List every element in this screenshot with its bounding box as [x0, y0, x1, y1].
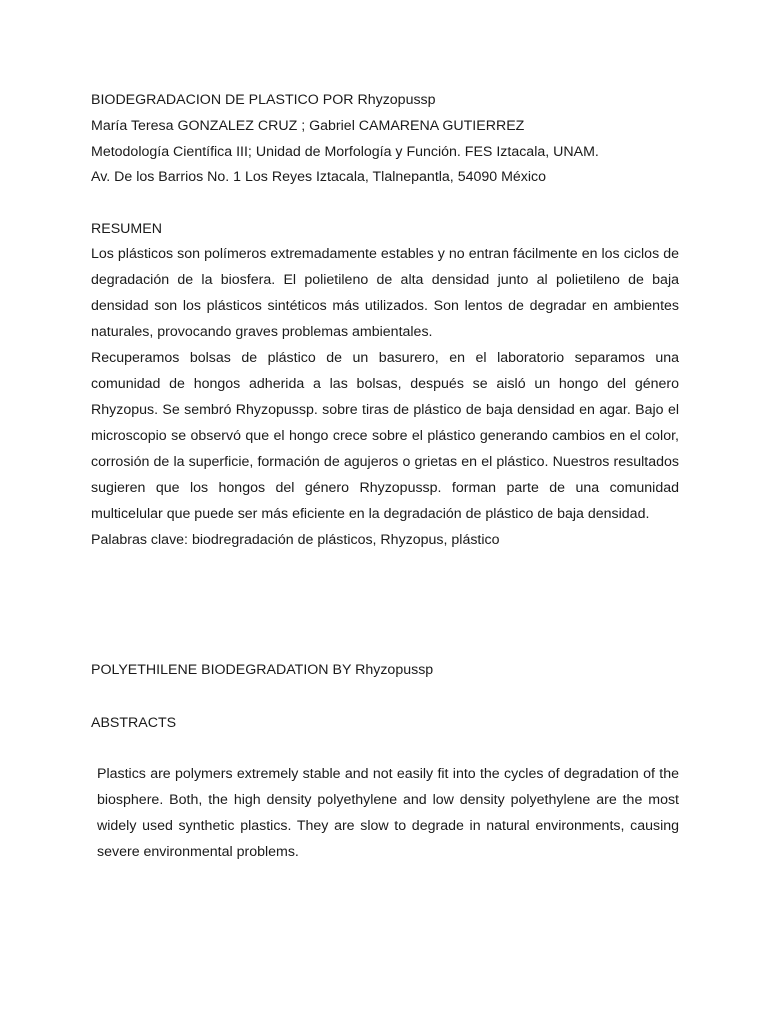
resumen-body — [91, 241, 679, 553]
abstract-body — [97, 761, 679, 865]
paper-title: BIODEGRADACION DE PLASTICO POR Rhyzopussp — [91, 92, 436, 108]
resumen-paragraph-1: Los plásticos son polímeros extremadamente estables y no entran fácilmente en los ciclos de degradación de la biosfera. El polietileno de alta densidad junto al polietileno de baja densidad son los plásticos sintéticos más utilizados. Son lentos de degradar en ambientes naturales, provocando graves problemas ambientales. — [91, 246, 679, 340]
abstracts-heading: ABSTRACTS — [91, 715, 177, 731]
keywords-line: Palabras clave: biodregradación de plásticos, Rhyzopus, plástico — [91, 532, 500, 548]
address-line: Av. De los Barrios No. 1 Los Reyes Iztacala, Tlalnepantla, 54090 México — [91, 169, 547, 185]
resumen-heading: RESUMEN — [91, 221, 162, 237]
resumen-paragraph-2: Recuperamos bolsas de plástico de un basurero, en el laboratorio separamos una comunidad de hongos adherida a las bolsas, después se aisló un hongo del género Rhyzopus. Se sembró Rhyzopussp. sobre tiras de plástico de baja densidad en agar. Bajo el microscopio se observó que el hongo crece sobre el plástico generando cambios en el color, corrosión de la superficie, formación de agujeros o grietas en el plástico. Nuestros resultados sugieren que los hongos del género Rhyzopussp. forman parte de una comunidad multicelular que puede ser más eficiente en la degradación de plástico de baja densidad. — [91, 350, 679, 522]
authors-line: María Teresa GONZALEZ CRUZ ; Gabriel CAMARENA GUTIERREZ — [91, 118, 525, 134]
affiliation-line: Metodología Científica III; Unidad de Morfología y Función. FES Iztacala, UNAM. — [91, 144, 599, 160]
abstract-paragraph-1: Plastics are polymers extremely stable and not easily fit into the cycles of degradation of the biosphere. Both, the high density polyethylene and low density polyethylene are the most widely used synthetic plastics. They are slow to degrade in natural environments, causing severe environmental problems. — [97, 766, 679, 860]
english-title: POLYETHILENE BIODEGRADATION BY Rhyzopussp — [91, 662, 434, 678]
